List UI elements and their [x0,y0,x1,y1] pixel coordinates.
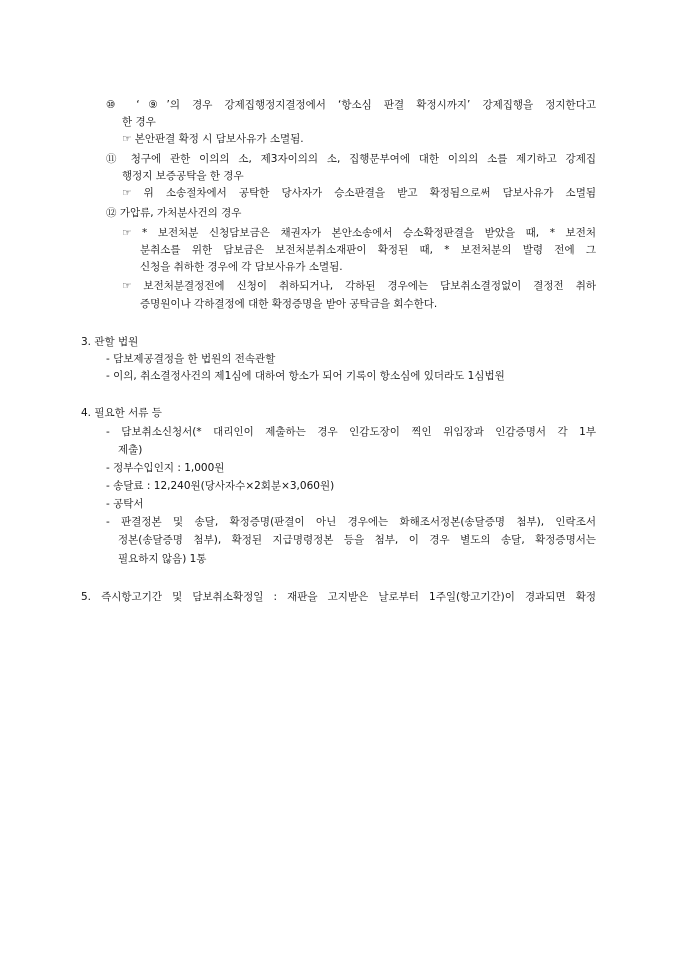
item-10-line-2: 한 경우 [122,116,156,128]
section-4-bullet-1-line-1: - 담보취소신청서(* 대리인이 제출하는 경우 인감도장이 찍인 위임장과 인감증명서 각 1부 [106,426,596,438]
section-4-bullet-3: - 송달료 : 12,240원(당사자수×2회분×3,060원) [106,480,335,492]
item-12-note-1-line-3: 신청을 취하한 경우에 각 담보사유가 소멸됨. [140,261,343,273]
section-3-title: 3. 관할 법원 [81,336,139,348]
section-4-bullet-1-line-2: 제출) [118,444,143,456]
item-12-note-1-line-2: 분취소를 위한 담보금은 보전처분취소재판이 확정된 때, * 보전처분의 발령 전에 그 [140,244,596,256]
section-4-title: 4. 필요한 서류 등 [81,407,162,419]
item-10-line-1: ⑩ ‘⑨’의 경우 강제집행정지결정에서 ‘항소심 판결 확정시까지’ 강제집행을 정지한다고 [106,99,596,111]
section-5-line-1: 5. 즉시항고기간 및 담보취소확정일 : 재판을 고지받은 날로부터 1주일(항고기간)이 경과되면 확정 [81,591,596,603]
item-11-note: ☞ 위 소송절차에서 공탁한 당사자가 승소판결을 받고 확정됨으로써 담보사유가 소멸됨 [122,187,596,199]
section-4-bullet-5-line-2: 정본(송달증명 첨부), 확정된 지급명령정본 등을 첨부, 이 경우 별도의 송달, 확정증명서는 [118,534,596,546]
item-12-note-2-line-2: 증명원이나 각하결정에 대한 확정증명을 받아 공탁금을 회수한다. [140,298,438,310]
section-4-bullet-2: - 정부수입인지 : 1,000원 [106,462,225,474]
item-12-note-2-line-1: ☞ 보전처분결정전에 신청이 취하되거나, 각하된 경우에는 담보취소결정없이 결정전 취하 [122,280,596,292]
section-3-bullet-2: - 이의, 취소결정사건의 제1심에 대하여 항소가 되어 기록이 항소심에 있더라도 1심법원 [106,370,505,382]
section-4-bullet-4: - 공탁서 [106,498,144,510]
item-11-line-2: 행정지 보증공탁을 한 경우 [122,170,244,182]
item-12-note-1-line-1: ☞ * 보전처분 신청담보금은 채권자가 본안소송에서 승소확정판결을 받았을 때, * 보전처 [122,227,596,239]
section-4-bullet-5-line-1: - 판결정본 및 송달, 확정증명(판결이 아닌 경우에는 화해조서정본(송달증명 첨부), 인락조서 [106,516,596,528]
section-4-bullet-5-line-3: 필요하지 않음) 1통 [118,553,207,565]
item-11-line-1: ⑪ 청구에 관한 이의의 소, 제3자이의의 소, 집행문부여에 대한 이의의 소를 제기하고 강제집 [106,153,596,165]
item-12-line-1: ⑫ 가압류, 가처분사건의 경우 [106,207,242,219]
section-3-bullet-1: - 담보제공결정을 한 법원의 전속관할 [106,353,276,365]
item-10-note: ☞ 본안판결 확정 시 담보사유가 소멸됨. [122,133,304,145]
